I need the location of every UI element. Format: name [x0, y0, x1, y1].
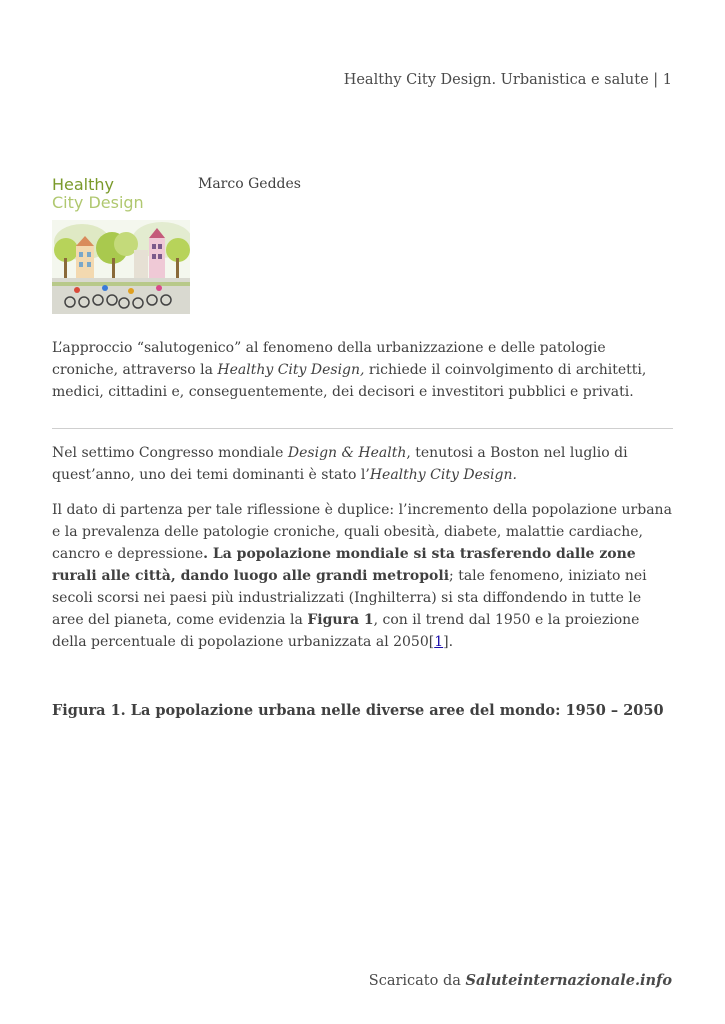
intro-text-end: richiede il coinvolgimento di architetti, medici, cittadini e, conseguentemente, dei decisori e investitori pubblici e privati.: [52, 362, 647, 400]
p2-text: Il dato di partenza per tale riflessione è duplice: l’incremento della popolazione urbana e la prevalenza delle patologie croniche, quali obesità, diabete, malattie cardiache, cancro e depressione: [52, 502, 672, 562]
logo-text-city-design: City Design: [52, 193, 144, 212]
p1-emphasis-congress: Design & Health: [287, 445, 407, 461]
intro-emphasis: Healthy City Design,: [217, 362, 365, 378]
footnote-link-1[interactable]: 1: [434, 634, 444, 650]
intro-text: L’approccio “salutogenico” al fenomeno della urbanizzazione e delle patologie croniche, attraverso la: [52, 340, 606, 378]
p1-emphasis-topic: Healthy City Design.: [369, 467, 517, 483]
figure-caption: Figura 1. La popolazione urbana nelle diverse aree del mondo: 1950 – 2050: [52, 702, 664, 719]
p1-text-mid: , tenutosi a Boston nel luglio di quest’anno, uno dei temi dominanti è stato l’: [52, 445, 628, 483]
page-footer: [369, 972, 672, 989]
author-name: Marco Geddes: [198, 176, 301, 192]
logo-text-healthy: Healthy: [52, 175, 115, 194]
p2-text-mid: ; tale fenomeno, iniziato nei secoli scorsi nei paesi più industrializzati (Inghilterra) si sta diffondendo in tutte le aree del pianeta, come evidenzia la: [52, 568, 647, 628]
body-paragraph-1: [52, 442, 674, 486]
p2-figure-reference: Figura 1: [307, 612, 374, 628]
body-paragraph-2: [52, 499, 674, 653]
intro-paragraph: [52, 337, 674, 403]
p2-text-close: ].: [443, 634, 454, 650]
p2-text-end: , con il trend dal 1950 e la proiezione della percentuale di popolazione urbanizzata al 2050[: [52, 612, 640, 650]
footer-brand: Saluteinternazionale.info: [465, 972, 672, 989]
p1-text: Nel settimo Congresso mondiale: [52, 445, 288, 461]
footer-prefix: Scaricato da: [368, 973, 466, 989]
section-divider: [52, 428, 673, 429]
running-header: Healthy City Design. Urbanistica e salute | 1: [343, 72, 672, 88]
p2-bold-statement: . La popolazione mondiale si sta trasferendo dalle zone rurali alle città, dando luogo alle grandi metropoli: [52, 546, 636, 584]
healthy-city-design-logo: [52, 176, 190, 314]
city-illustration-icon: [52, 220, 190, 314]
